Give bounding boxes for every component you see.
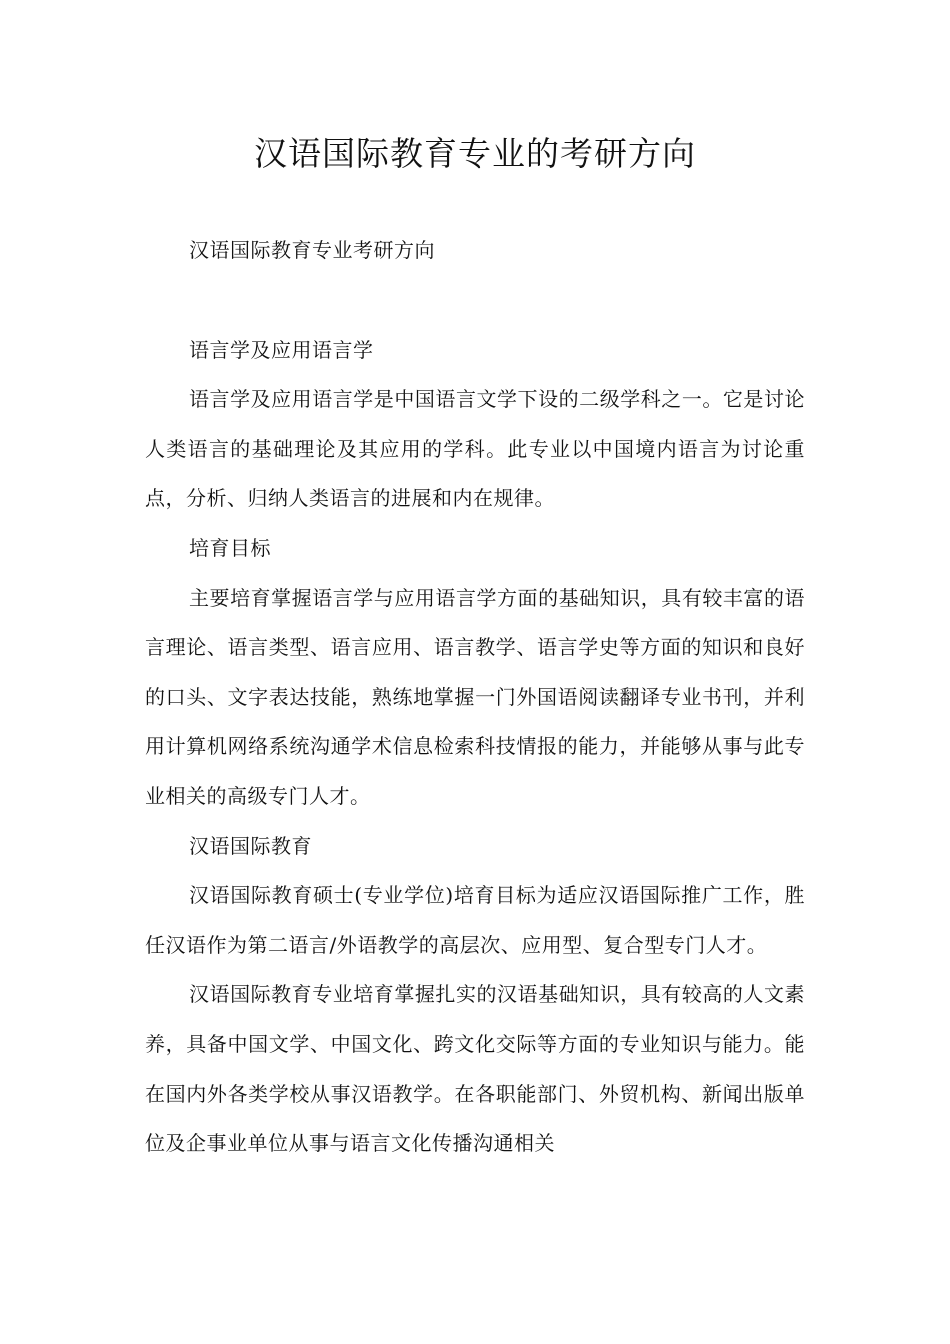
body-paragraph: 语言学及应用语言学是中国语言文学下设的二级学科之一。它是讨论人类语言的基础理论及其应用的学科。此专业以中国境内语言为讨论重点，分析、归纳人类语言的进展和内在规律。 [145, 387, 805, 511]
body-paragraph: 汉语国际教育专业培育掌握扎实的汉语基础知识，具有较高的人文素养，具备中国文学、中国文化、跨文化交际等方面的专业知识与能力。能在国内外各类学校从事汉语教学。在各职能部门、外贸机构、新闻出版单位及企事业单位从事与语言文化传播沟通相关 [145, 982, 805, 1156]
body-paragraph: 主要培育掌握语言学与应用语言学方面的基础知识，具有较丰富的语言理论、语言类型、语言应用、语言教学、语言学史等方面的知识和良好的口头、文字表达技能，熟练地掌握一门外国语阅读翻译专业书刊，并利用计算机网络系统沟通学术信息检索科技情报的能力，并能够从事与此专业相关的高级专门人才。 [145, 585, 805, 808]
document-body [145, 226, 805, 1169]
section-heading: 培育目标 [189, 535, 271, 560]
blank-line [145, 276, 805, 326]
document-title: 汉语国际教育专业的考研方向 [254, 134, 696, 173]
section-heading: 汉语国际教育 [189, 833, 312, 858]
section-heading: 语言学及应用语言学 [189, 337, 374, 362]
body-paragraph: 汉语国际教育硕士(专业学位)培育目标为适应汉语国际推广工作，胜任汉语作为第二语言/外语教学的高层次、应用型、复合型专门人才。 [145, 883, 805, 957]
document-subtitle: 汉语国际教育专业考研方向 [189, 238, 435, 262]
